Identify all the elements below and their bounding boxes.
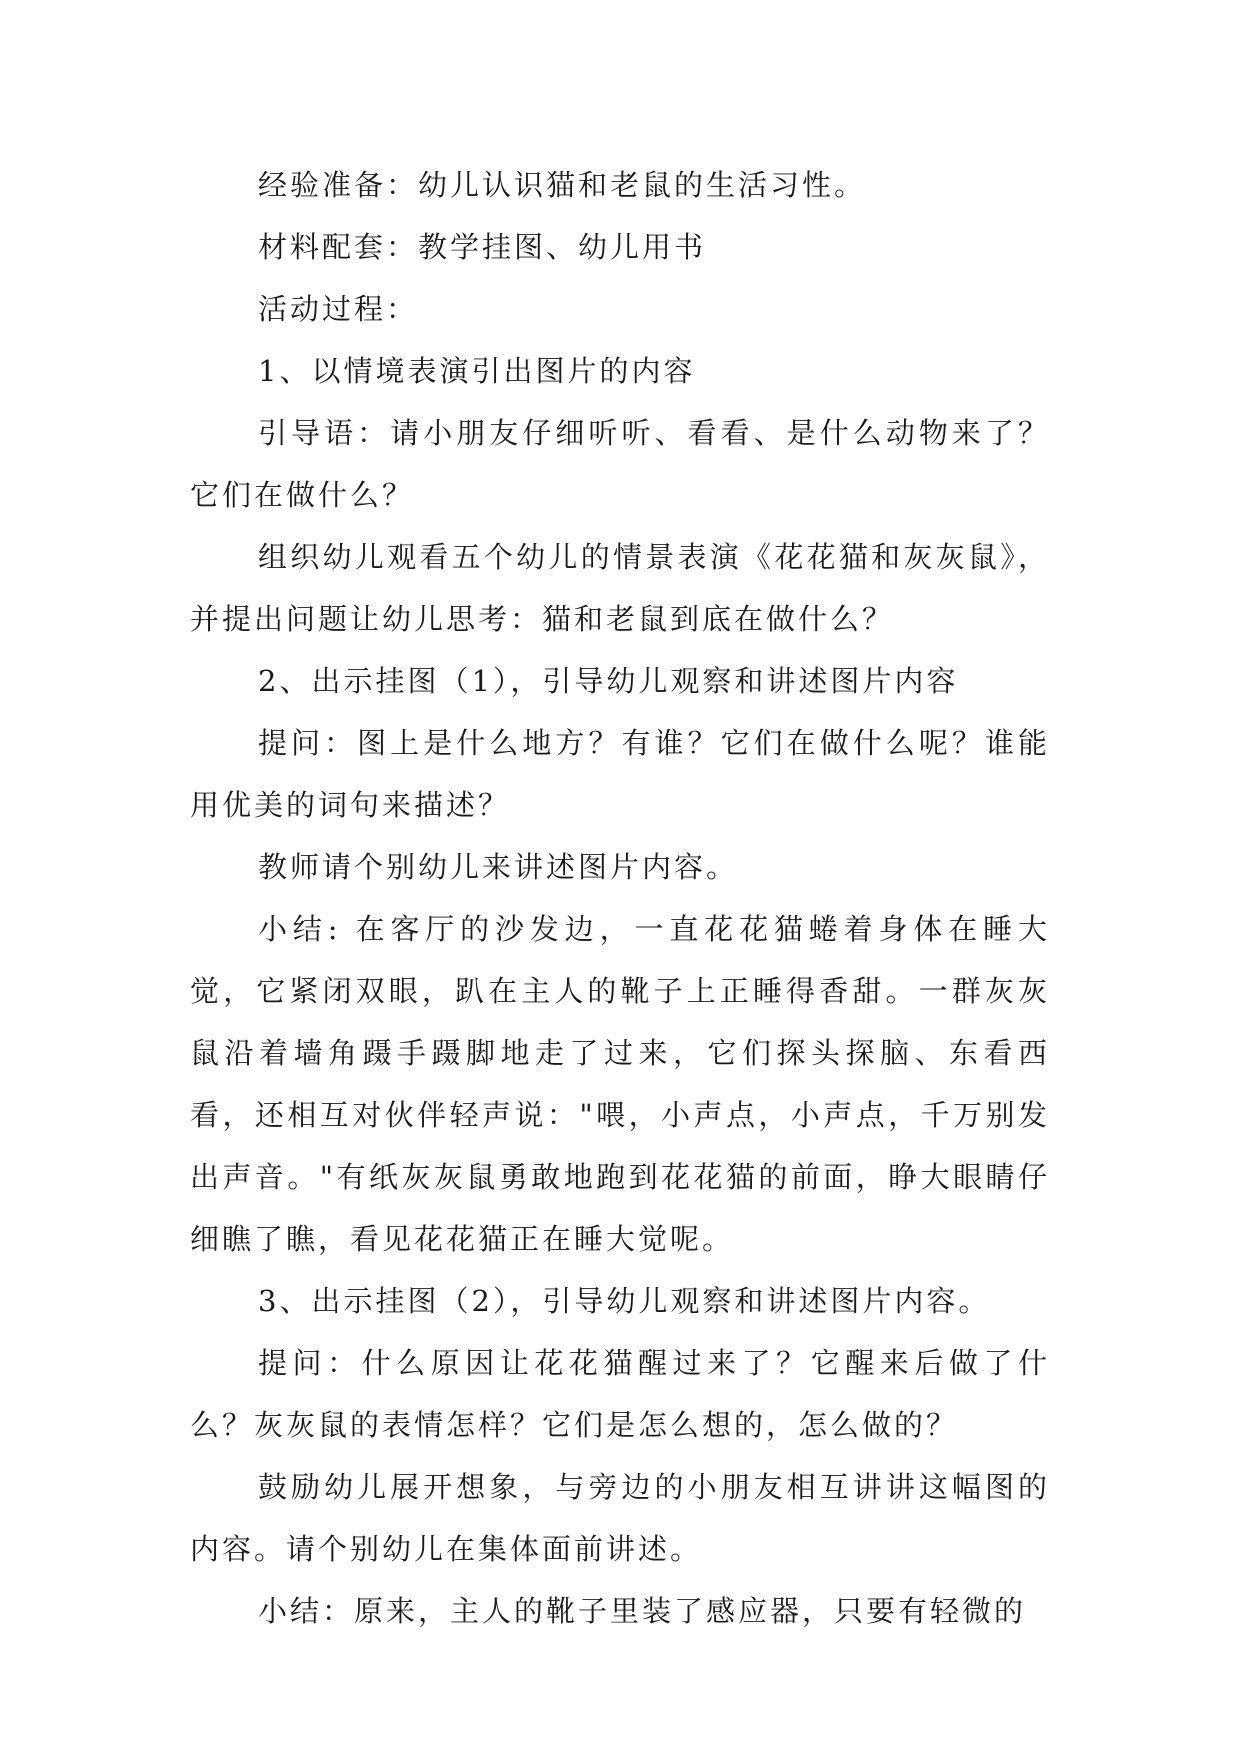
paragraph-teacher-ask: 教师请个别幼儿来讲述图片内容。 [258,850,739,884]
paragraph-encourage: 鼓励幼儿展开想象，与旁边的小朋友相互讲讲这幅图的内容。请个别幼儿在集体面前讲述。 [190,1470,1050,1566]
paragraph-question-1: 提问：图上是什么地方？有谁？它们在做什么呢？谁能用优美的词句来描述？ [190,726,1050,822]
paragraph-step-1: 1、以情境表演引出图片的内容 [258,354,696,388]
paragraph-step-3: 3、出示挂图（2），引导幼儿观察和讲述图片内容。 [258,1284,991,1318]
document-page [190,154,1050,1642]
paragraph-step-2: 2、出示挂图（1），引导幼儿观察和讲述图片内容 [258,664,959,698]
paragraph-summary-1: 小结: 在客厅的沙发边，一直花花猫蜷着身体在睡大觉，它紧闭双眼，趴在主人的靴子上正睡得香甜。一群灰灰鼠沿着墙角蹑手蹑脚地走了过来，它们探头探脑、东看西看，还相互对伙伴轻声说："喂，小声点，小声点，千万别发出声音。"有纸灰灰鼠勇敢地跑到花花猫的前面，睁大眼睛仔细瞧了瞧，看见花花猫正在睡大觉呢。 [190,912,1050,1256]
paragraph-materials: 材料配套：教学挂图、幼儿用书 [258,230,707,264]
paragraph-organize-show: 组织幼儿观看五个幼儿的情景表演《花花猫和灰灰鼠》，并提出问题让幼儿思考：猫和老鼠到底在做什么？ [190,540,1050,636]
paragraph-summary-2: 小结：原来，主人的靴子里装了感应器，只要有轻微的 [258,1594,1027,1628]
paragraph-question-2: 提问：什么原因让花花猫醒过来了？它醒来后做了什么？灰灰鼠的表情怎样？它们是怎么想的，怎么做的？ [190,1346,1050,1442]
paragraph-experience-prep: 经验准备：幼儿认识猫和老鼠的生活习性。 [258,168,867,202]
paragraph-activity-process: 活动过程： [258,292,419,326]
paragraph-guide-words: 引导语：请小朋友仔细听听、看看、是什么动物来了？它们在做什么？ [190,416,1050,512]
